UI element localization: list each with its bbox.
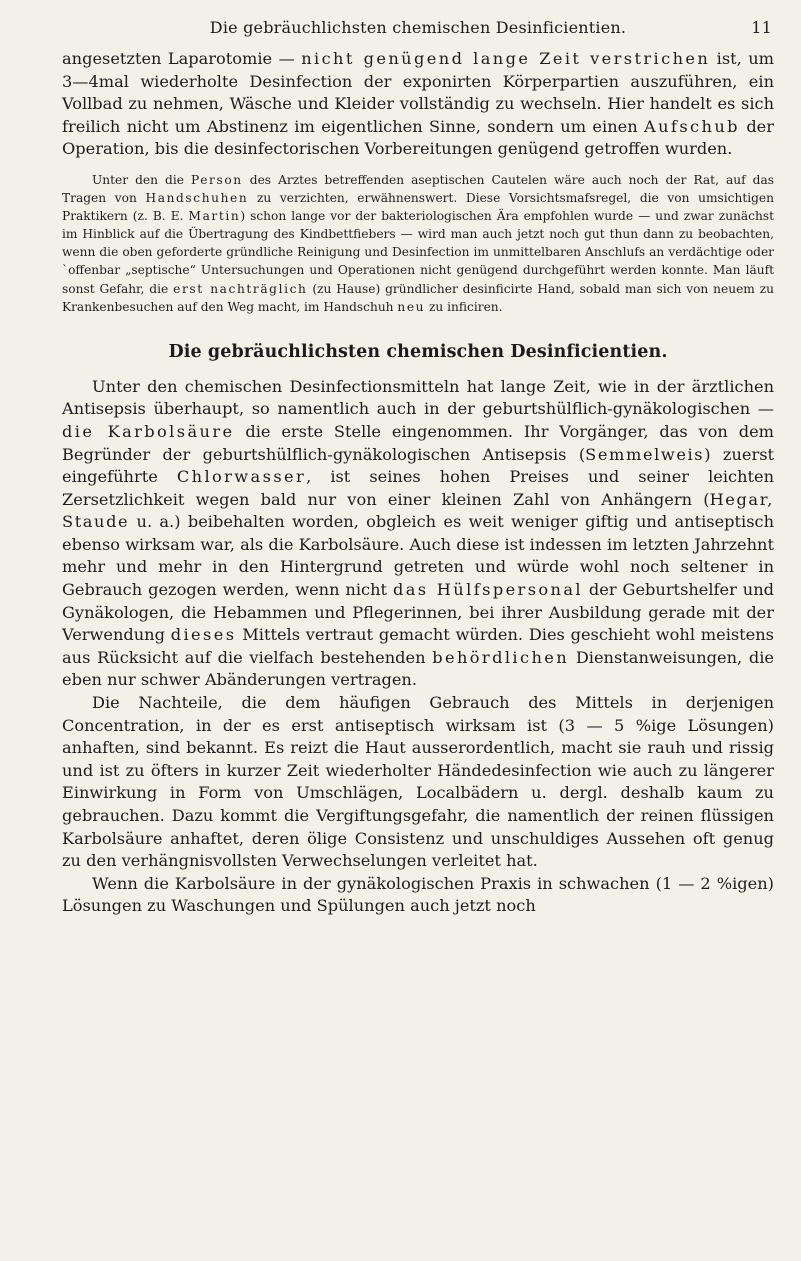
text-run: Mittels vertraut gemacht würden. Dies geschieht wohl meistens aus Rücksicht auf die vielfach bestehenden <box>62 625 774 667</box>
text-run: (zu Hause) gründlicher desinficirte Hand, sobald man sich von neuem zu Krankenbesuchen auf den Weg macht, im Handschuh <box>62 281 774 314</box>
text-run: ) zuerst eingeführte <box>62 444 775 487</box>
spaced-emphasis: Martin <box>188 209 241 224</box>
text-run: die erste Stelle eingenommen. Ihr Vorgänger, das von dem Begründer der geburtshülflich-gynäkologischen Antisepsis ( <box>62 421 775 464</box>
text-run: Unter den chemischen Desinfectionsmitteln hat lange Zeit, wie in der ärztlichen Antisepsis überhaupt, so namentlich auch in der geburtshülflich-gynäkologischen — <box>62 376 774 419</box>
spaced-emphasis: Aufschub <box>644 116 740 136</box>
text-run: angesetzten Laparotomie — <box>62 49 302 68</box>
spaced-emphasis: das Hülfspersonal <box>392 580 583 600</box>
main-text <box>62 376 774 918</box>
spaced-emphasis: Chlorwasser <box>176 467 307 487</box>
running-title: Die gebräuchlichsten chemischen Desinficientien. <box>209 18 627 37</box>
text-run: ) schon lange vor der bakteriologischen Ära empfohlen wurde — und zwar zunächst im Hinblick auf die Übertragung des Kindbettfiebers — wird man auch jetzt noch gut thun dann zu beobachten, wenn die oben geforderte gründliche Reinigung und Desinfection im unmittelbaren Anschlufs an verdächtige oder `offenbar „septische“ Untersuchungen und Operationen nicht genügend durchgeführt werden konnte. Man läuft sonst Gefahr, die <box>62 209 774 296</box>
running-head <box>62 18 774 48</box>
paragraph-3: Wenn die Karbolsäure in der gynäkologischen Praxis in schwachen (1 — 2 %igen) Lösungen zu Waschungen und Spülungen auch jetzt noch <box>62 873 774 916</box>
text-run: der Geburtshelfer und Gynäkologen, die Hebammen und Pflegerinnen, bei ihrer Ausbildung gerade mit der Verwendung <box>62 580 774 645</box>
spaced-emphasis: Person <box>190 172 243 187</box>
spaced-emphasis: Hegar, Staude <box>62 489 774 532</box>
spaced-emphasis: erst nachträglich <box>173 281 308 296</box>
spaced-emphasis: nicht genügend lange Zeit verstrichen <box>301 49 711 68</box>
spaced-emphasis: behördlichen <box>432 647 570 667</box>
text-run: der Operation, bis die desinfectorischen Vorbereitungen genügend getroffen wurden. <box>62 116 774 159</box>
intro-text <box>62 48 774 161</box>
text-run: zu inficiren. <box>425 299 503 314</box>
text-run: Unter den die <box>92 172 191 187</box>
spaced-emphasis: neu <box>397 299 426 314</box>
paragraph-1 <box>62 376 774 692</box>
text-run: ist, um 3—4mal wiederholte Desinfection der exponirten Körperpartien auszuführen, ein Vollbad zu nehmen, Wäsche und Kleider vollständig zu wechseln. Hier handelt es sich freilich nicht um Abstinenz im eigentlichen Sinne, sondern um einen <box>62 49 775 136</box>
spaced-emphasis: Semmelweis <box>585 444 705 464</box>
text-run: Dienstanweisungen, die eben nur schwer Abänderungen vertragen. <box>62 647 774 690</box>
paragraph-2: Die Nachteile, die dem häufigen Gebrauch des Mittels in derjenigen Concentration, in der es erst antiseptisch wirksam ist (3 — 5 %ige Lösungen) anhaften, sind bekannt. Es reizt die Haut ausserordentlich, macht sie rauh und rissig und ist zu öfters in kurzer Zeit wiederholter Händedesinfection wie auch zu längerer Einwirkung in Form von Umschlägen, Localbädern u. dergl. deshalb kaum zu gebrauchen. Dazu kommt die Vergiftungsgefahr, die namentlich der reinen flüssigen Karbolsäure anhaftet, deren ölige Consistenz und unschuldiges Aussehen oft genug zu den verhängnisvollsten Verwechselungen verleitet hat. <box>62 693 774 871</box>
text-run: , ist seines hohen Preises und seiner leichten Zersetzlichkeit wegen bald nur von einer kleinen Zahl von Anhängern ( <box>62 467 775 509</box>
page-number: 11 <box>751 18 772 37</box>
spaced-emphasis: die Karbolsäure <box>62 421 235 441</box>
text-run: u. a.) beibehalten worden, obgleich es weit weniger giftig und antiseptisch ebenso wirksam war, als die Karbolsäure. Auch diese ist indessen im letzten Jahrzehnt mehr und mehr in den Hintergrund getreten und würde wohl noch seltener in Gebrauch gezogen werden, wenn nicht <box>62 512 774 600</box>
text-run: zu verzichten, erwähnenswert. Diese Vorsichtsmafsregel, die von umsichtigen Praktikern (z. B. E. <box>62 191 774 224</box>
footnote-block <box>62 171 774 316</box>
intro-paragraph <box>62 48 774 161</box>
book-page <box>62 18 774 918</box>
spaced-emphasis: Handschuhen <box>145 191 249 206</box>
section-heading: Die gebräuchlichsten chemischen Desinficientien. <box>168 341 668 362</box>
text-run: des Arztes betreffenden aseptischen Cautelen wäre auch noch der Rat, auf das Tragen von <box>62 172 774 206</box>
spaced-emphasis: dieses <box>170 625 237 645</box>
note-text <box>62 171 774 316</box>
